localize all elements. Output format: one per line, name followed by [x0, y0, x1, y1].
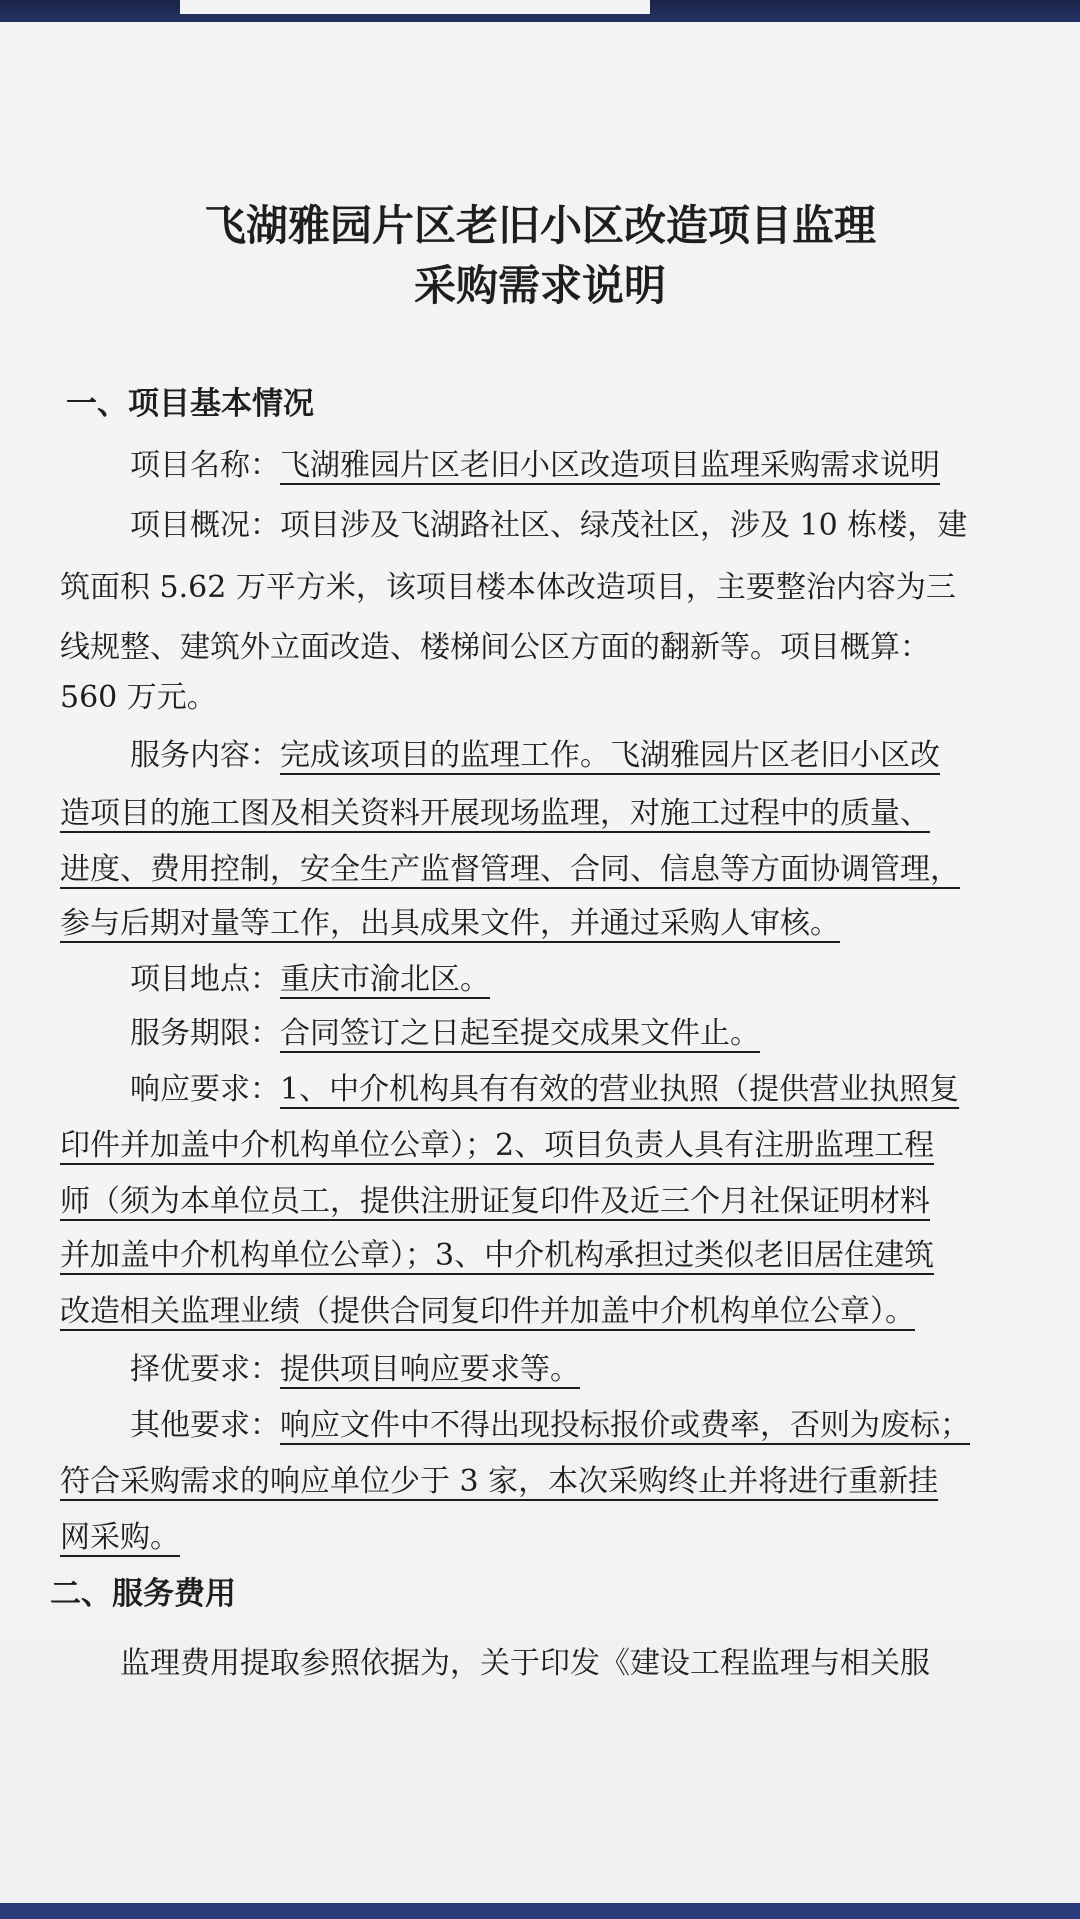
overview-line4: 560 万元。: [60, 680, 217, 715]
background-bottom: [0, 1903, 1080, 1919]
fee-line1: 监理费用提取参照依据为，关于印发《建设工程监理与相关服: [120, 1646, 930, 1681]
service-label: 服务内容：: [130, 738, 280, 773]
preference-value: 提供项目响应要求等。: [280, 1352, 580, 1387]
response-line1: 1、中介机构具有有效的营业执照（提供营业执照复: [280, 1072, 960, 1107]
other-line1: 响应文件中不得出现投标报价或费率，否则为废标；: [280, 1408, 970, 1443]
document-page: [0, 22, 1080, 1907]
service-paragraph: [130, 734, 940, 778]
document-title-line1: 飞湖雅园片区老旧小区改造项目监理: [203, 201, 876, 250]
other-label: 其他要求：: [130, 1408, 280, 1443]
response-paragraph: [130, 1068, 959, 1112]
project-name-label: 项目名称：: [130, 448, 280, 483]
response-line5: 改造相关监理业绩（提供合同复印件并加盖中介机构单位公章）。: [60, 1294, 915, 1329]
service-line3: 进度、费用控制，安全生产监督管理、合同、信息等方面协调管理，: [60, 852, 960, 887]
section2-heading: 二、服务费用: [50, 1576, 236, 1612]
paper-edge-behind: [180, 0, 650, 14]
service-line2: 造项目的施工图及相关资料开展现场监理，对施工过程中的质量、: [60, 796, 930, 831]
service-line1: 完成该项目的监理工作。飞湖雅园片区老旧小区改: [280, 738, 940, 773]
section1-heading: 一、项目基本情况: [66, 386, 314, 422]
overview-line2: 筑面积 5.62 万平方米，该项目楼本体改造项目，主要整治内容为三: [60, 570, 956, 605]
service-line4: 参与后期对量等工作，出具成果文件，并通过采购人审核。: [60, 906, 840, 941]
location-value: 重庆市渝北区。: [280, 962, 490, 997]
location-paragraph: [130, 958, 490, 1002]
response-line3: 师（须为本单位员工，提供注册证复印件及近三个月社保证明材料: [60, 1184, 930, 1219]
project-name-paragraph: [130, 444, 940, 488]
other-paragraph: [130, 1404, 970, 1448]
preference-paragraph: [130, 1348, 580, 1392]
response-label: 响应要求：: [130, 1072, 280, 1107]
location-label: 项目地点：: [130, 962, 280, 997]
preference-label: 择优要求：: [130, 1352, 280, 1387]
document-title-line2: 采购需求说明: [413, 261, 666, 310]
overview-line3: 线规整、建筑外立面改造、楼梯间公区方面的翻新等。项目概算：: [60, 630, 930, 665]
term-label: 服务期限：: [130, 1016, 280, 1051]
project-name-value: 飞湖雅园片区老旧小区改造项目监理采购需求说明: [280, 448, 940, 483]
other-line3: 网采购。: [60, 1520, 180, 1555]
response-line2: 印件并加盖中介机构单位公章）；2、项目负责人具有注册监理工程: [60, 1128, 935, 1163]
response-line4: 并加盖中介机构单位公章）；3、中介机构承担过类似老旧居住建筑: [60, 1238, 935, 1273]
overview-line1: 项目概况：项目涉及飞湖路社区、绿茂社区，涉及 10 栋楼，建: [130, 508, 968, 543]
term-value: 合同签订之日起至提交成果文件止。: [280, 1016, 760, 1051]
other-line2: 符合采购需求的响应单位少于 3 家，本次采购终止并将进行重新挂: [60, 1464, 939, 1499]
term-paragraph: [130, 1012, 760, 1056]
